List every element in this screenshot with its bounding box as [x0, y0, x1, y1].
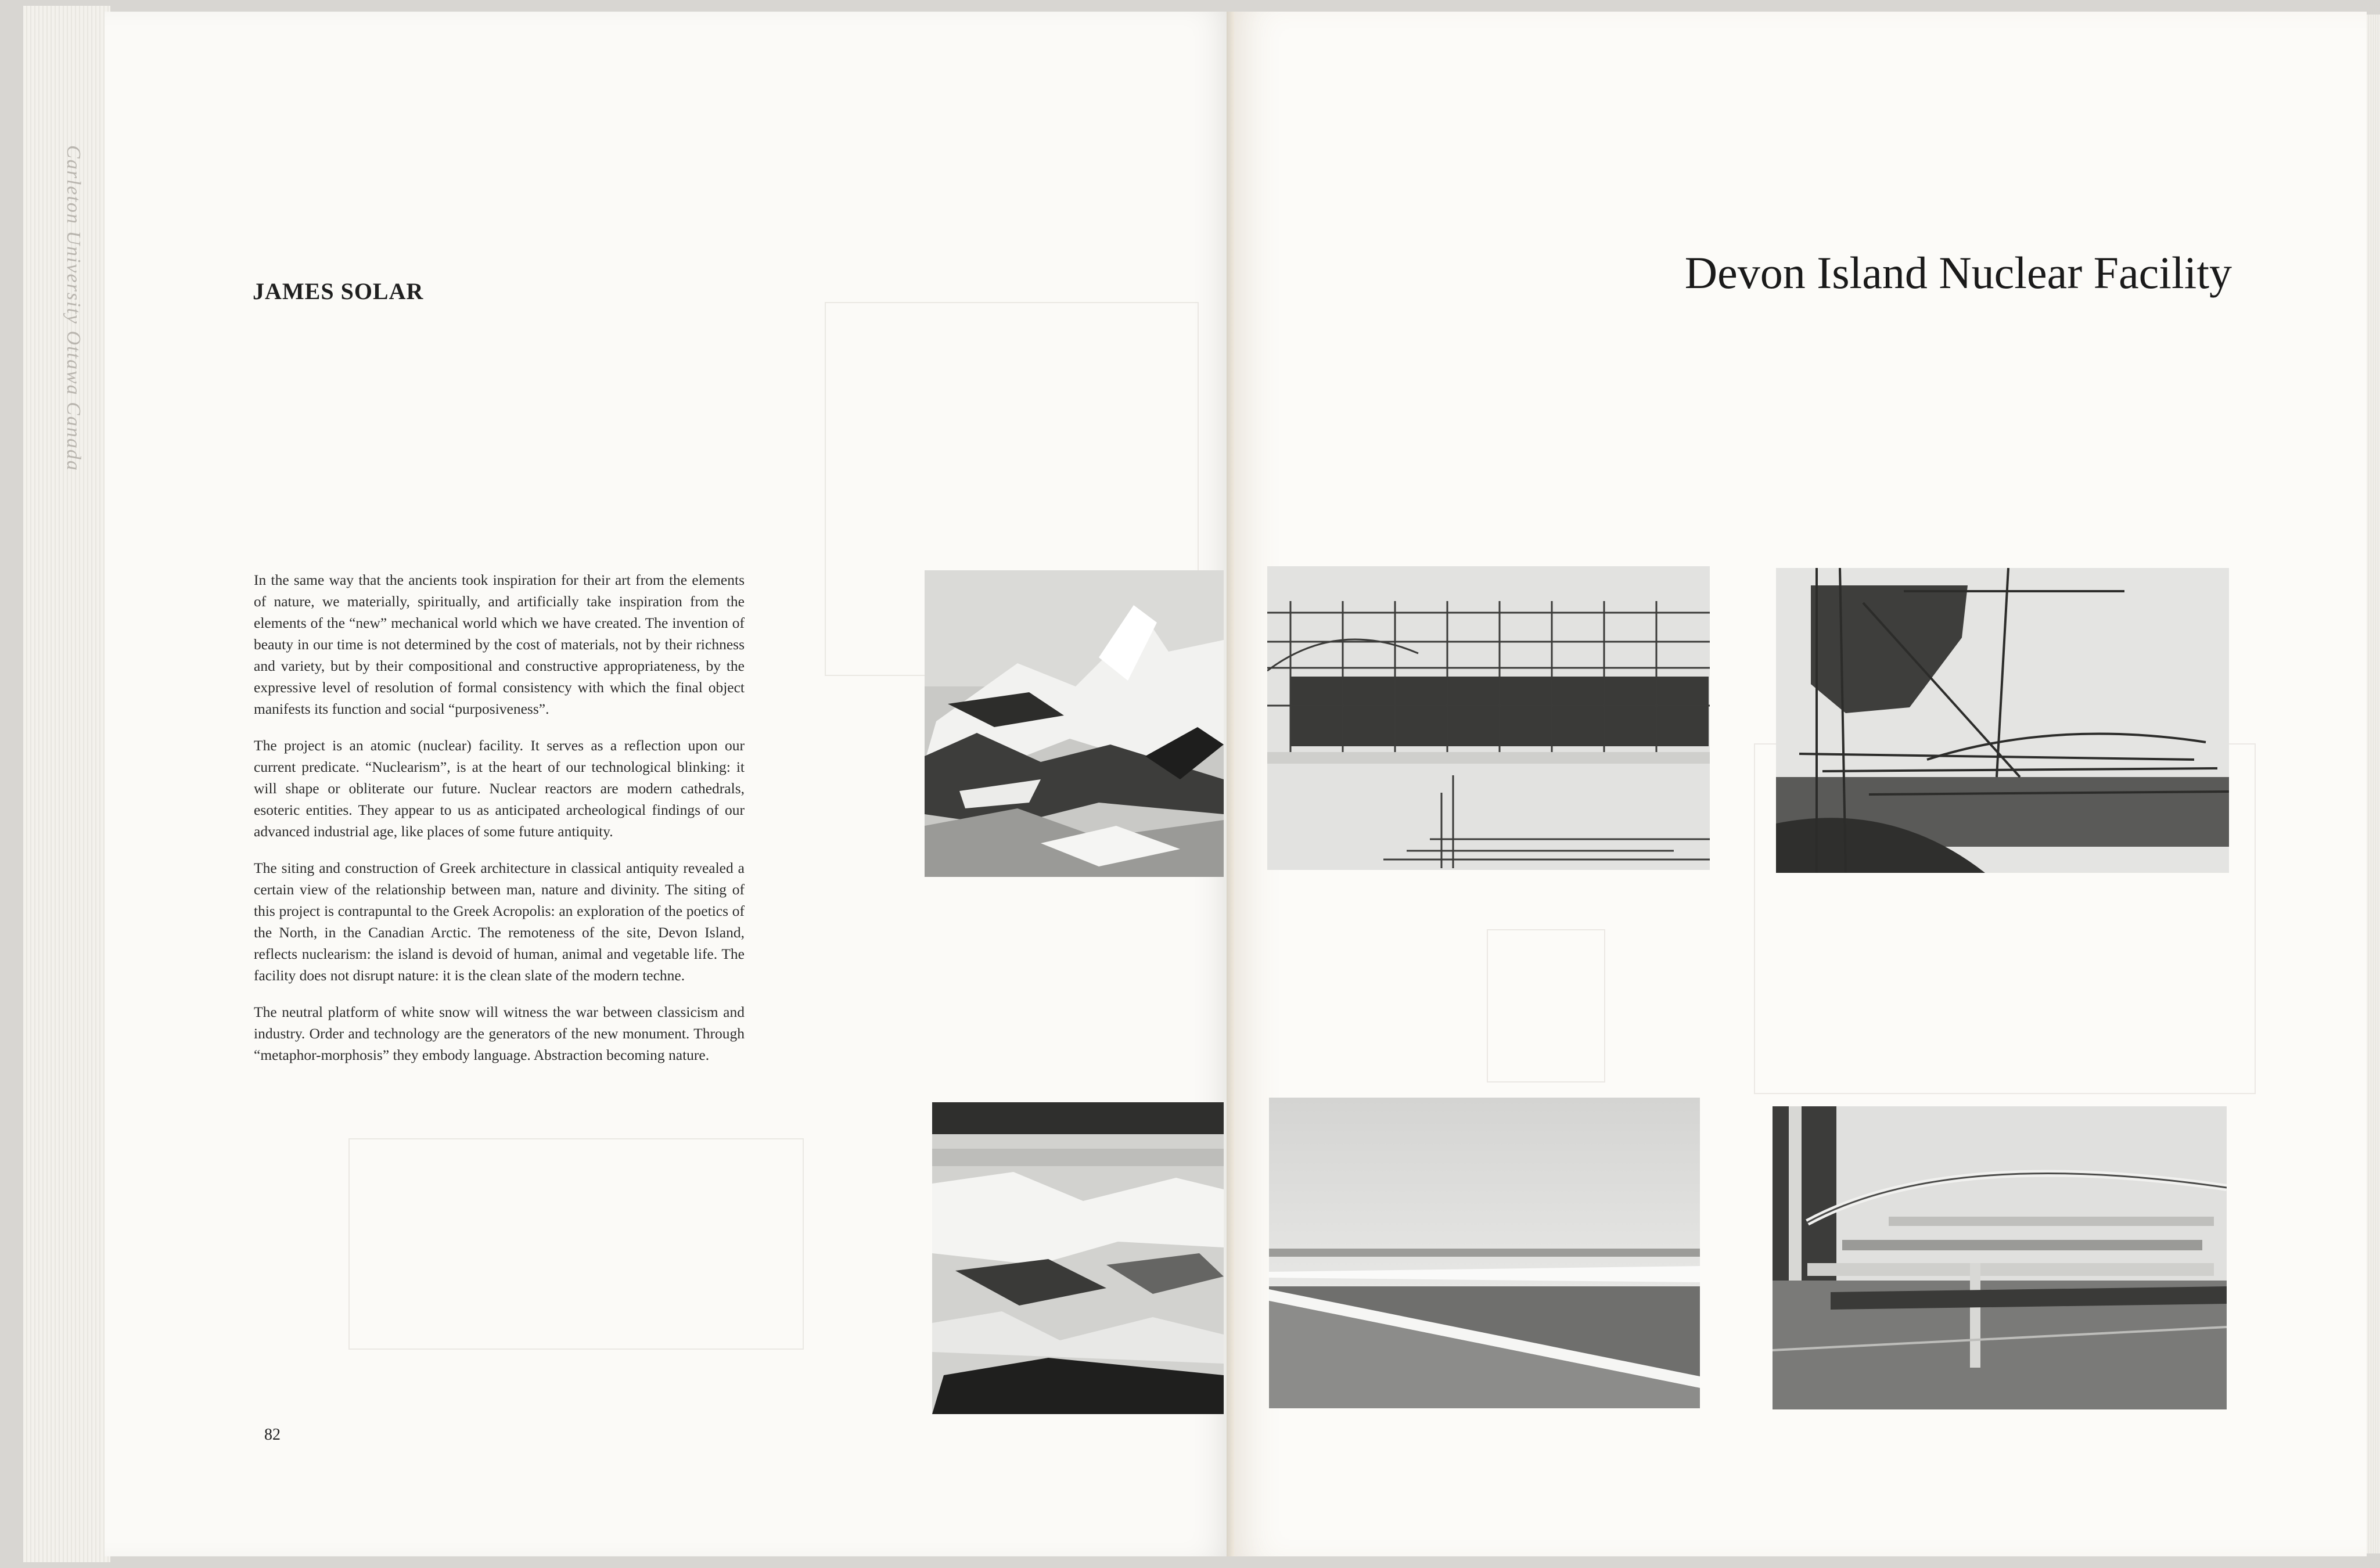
photo-abstract-ice-top — [925, 570, 1224, 877]
paragraph: In the same way that the ancients took inspiration for their art from the elements of nature, we materially, spiritually, and artificially take inspiration from the elements of the “new” mechanical world which we have created. The invention of beauty in our time is not determined by the cost of materials, not by their richness and variety, but by their compositional and constructive appropriateness, by the expressive level of resolution of formal consistency with which the final object manifests its function and social “purposiveness”. — [254, 571, 745, 717]
author-name: JAMES SOLAR — [253, 278, 424, 304]
paragraph: The neutral platform of white snow will witness the war between classicism and industry. Order and technology are the generators of the new monument. Through “metaphor-morphosis” they embody language. Abstraction becoming nature. — [254, 1004, 745, 1063]
photo-abstract-ice-bottom — [932, 1102, 1224, 1414]
page-number: 82 — [264, 1426, 281, 1444]
body-text — [254, 569, 745, 1081]
fore-edge — [2367, 15, 2380, 1553]
photo-model-structure — [1773, 1106, 2227, 1409]
spine-stamp: Carleton University Ottawa Canada — [63, 145, 84, 472]
photo-horizon-model — [1269, 1098, 1700, 1408]
bleed-through-shape — [348, 1138, 804, 1350]
paragraph: The siting and construction of Greek architecture in classical antiquity revealed a certain view of the relationship between man, nature and divinity. The siting of this project is contrapuntal to the Greek Acropolis: an exploration of the poetics of the North, in the Canadian Arctic. The remoteness of the site, Devon Island, reflects nuclearism: the island is devoid of human, animal and vegetable life. The facility does not disrupt nature: it is the clean slate of the modern techne. — [254, 859, 745, 984]
photo-grid-drawing — [1267, 566, 1710, 870]
paragraph: The project is an atomic (nuclear) facility. It serves as a reflection upon our current predicate. “Nuclearism”, is at the heart of our technological blinking: it will shape or obliterate our future. Nuclear reactors are modern cathedrals, esoteric entities. They appear to us as anticipated archeological findings of our advanced industrial age, like places of some future antiquity. — [254, 737, 745, 840]
bleed-through-shape — [1487, 929, 1605, 1083]
project-title: Devon Island Nuclear Facility — [1684, 247, 2232, 298]
photo-sketch-structure — [1776, 568, 2229, 873]
